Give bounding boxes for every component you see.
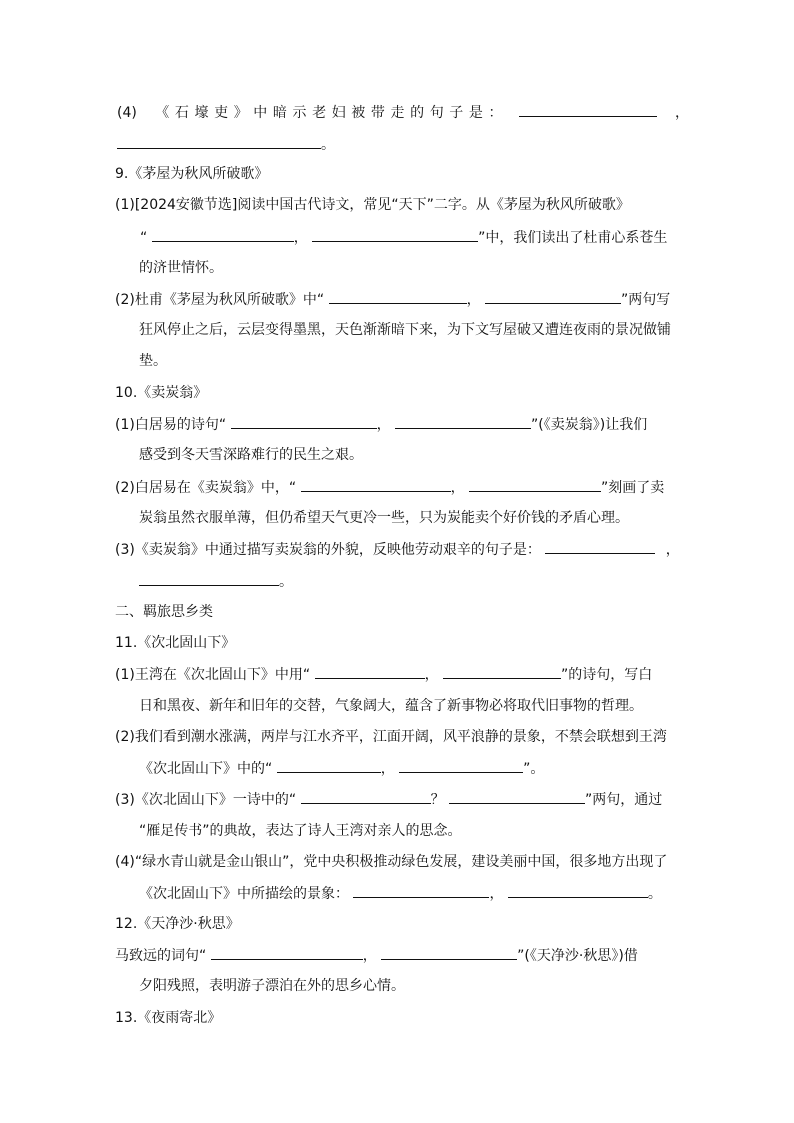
q11-3-text-before: 《次北固山下》一诗中的“ bbox=[134, 792, 297, 808]
answer-blank[interactable] bbox=[231, 414, 377, 429]
punctuation-comma: ， bbox=[466, 292, 481, 308]
punctuation-period: 。 bbox=[321, 137, 335, 153]
answer-blank[interactable] bbox=[449, 789, 585, 804]
q9-1-line2 bbox=[140, 227, 667, 248]
punctuation-comma: ， bbox=[293, 230, 308, 246]
q11-1-number: (1) bbox=[115, 667, 135, 683]
q8-4-line2 bbox=[117, 134, 335, 155]
q9-1-text: [2024安徽节选]阅读中国古代诗文，常见“天下”二字。从《茅屋为秋风所破歌》 bbox=[134, 197, 630, 213]
punctuation-period: 。 bbox=[279, 574, 293, 590]
q11-2-number: (2) bbox=[115, 729, 135, 745]
q10-2-number: (2) bbox=[115, 480, 135, 496]
q11-4-text-before: 《次北固山下》中所描绘的景象： bbox=[139, 886, 349, 902]
q11-2-text-after: ”。 bbox=[523, 761, 545, 777]
q10-1-text-after: ”(《卖炭翁》)让我们 bbox=[531, 417, 648, 433]
q11-4-line1 bbox=[115, 852, 667, 872]
q11-3-number: (3) bbox=[115, 792, 135, 808]
answer-blank[interactable] bbox=[443, 664, 561, 679]
q11-2-line1 bbox=[115, 727, 667, 747]
answer-blank[interactable] bbox=[545, 539, 655, 554]
q9-title: 9.《茅屋为秋风所破歌》 bbox=[115, 166, 269, 182]
answer-blank[interactable] bbox=[519, 102, 657, 117]
q8-4-number: (4) bbox=[117, 105, 137, 121]
punctuation-question: ？ bbox=[430, 792, 445, 808]
q9-1-text-after: ”中，我们读出了杜甫心系苍生 bbox=[478, 230, 668, 246]
q11-4-line2 bbox=[139, 883, 662, 904]
answer-blank[interactable] bbox=[395, 414, 531, 429]
answer-blank[interactable] bbox=[508, 883, 648, 898]
punctuation-comma: ， bbox=[424, 667, 439, 683]
answer-blank[interactable] bbox=[211, 945, 363, 960]
q9-1-line3: 的济世情怀。 bbox=[139, 260, 223, 276]
q10-3-number: (3) bbox=[115, 542, 135, 558]
q10-3-text: 《卖炭翁》中通过描写卖炭翁的外貌，反映他劳动艰辛的句子是： bbox=[134, 542, 541, 558]
q10-1-line2: 感受到冬天雪深路难行的民生之艰。 bbox=[139, 447, 363, 463]
answer-blank[interactable] bbox=[469, 477, 601, 492]
answer-blank[interactable] bbox=[301, 789, 431, 804]
q11-2-line2 bbox=[139, 758, 544, 779]
q11-3-line2: “雁足传书”的典故，表达了诗人王湾对亲人的思念。 bbox=[139, 823, 462, 839]
punctuation-comma: ， bbox=[450, 480, 465, 496]
quote-mark: “ bbox=[140, 230, 148, 246]
q9-2-text-after: ”两句写 bbox=[621, 292, 671, 308]
q11-1-line1 bbox=[115, 664, 652, 685]
answer-blank[interactable] bbox=[485, 289, 621, 304]
q10-2-line2: 炭翁虽然衣服单薄，但仍希望天气更冷一些，只为炭能卖个好价钱的矛盾心理。 bbox=[139, 510, 629, 526]
q11-2-text-before: 《次北固山下》中的“ bbox=[139, 761, 273, 777]
q13-title: 13.《夜雨寄北》 bbox=[115, 1010, 222, 1026]
punctuation-comma: ， bbox=[362, 948, 377, 964]
answer-blank[interactable] bbox=[152, 227, 294, 242]
answer-blank[interactable] bbox=[301, 477, 451, 492]
q10-3-line1 bbox=[115, 539, 680, 560]
q10-1-line1 bbox=[115, 414, 647, 435]
punctuation-comma: ， bbox=[376, 417, 391, 433]
answer-blank[interactable] bbox=[353, 883, 489, 898]
q10-2-text-after: ”刻画了卖 bbox=[601, 480, 665, 496]
q9-1-line1 bbox=[115, 195, 630, 215]
q12-text-after: ”(《天净沙·秋思》)借 bbox=[517, 948, 638, 964]
q12-title: 12.《天净沙·秋思》 bbox=[115, 916, 240, 932]
q9-2-line1 bbox=[115, 289, 670, 310]
punctuation-comma: ， bbox=[380, 761, 395, 777]
answer-blank[interactable] bbox=[315, 664, 425, 679]
q11-1-text-after: ”的诗句，写白 bbox=[561, 667, 653, 683]
answer-blank[interactable] bbox=[399, 758, 523, 773]
answer-blank[interactable] bbox=[117, 134, 321, 149]
q11-1-line2: 日和黑夜、新年和旧年的交替，气象阔大，蕴含了新事物必将取代旧事物的哲理。 bbox=[139, 698, 643, 714]
answer-blank[interactable] bbox=[277, 758, 381, 773]
punctuation-comma: ， bbox=[489, 886, 504, 902]
q12-line1 bbox=[115, 945, 638, 966]
q11-title: 11.《次北固山下》 bbox=[115, 635, 236, 651]
q8-4-line1 bbox=[117, 102, 689, 123]
q11-4-number: (4) bbox=[115, 854, 135, 870]
q10-title: 10.《卖炭翁》 bbox=[115, 385, 208, 401]
q10-2-line1 bbox=[115, 477, 664, 498]
q10-2-text-before: 白居易在《卖炭翁》中，“ bbox=[134, 480, 297, 496]
q9-1-number: (1) bbox=[115, 197, 135, 213]
q11-2-text: 我们看到潮水涨满，两岸与江水齐平，江面开阔，风平浪静的景象，不禁会联想到王湾 bbox=[134, 729, 667, 745]
q10-1-text-before: 白居易的诗句“ bbox=[134, 417, 227, 433]
q12-text-before: 马致远的词句“ bbox=[115, 948, 207, 964]
section-heading: 二、羁旅思乡类 bbox=[115, 604, 213, 620]
q11-3-line1 bbox=[115, 789, 662, 810]
q11-1-text-before: 王湾在《次北固山下》中用“ bbox=[134, 667, 311, 683]
punctuation-comma: ， bbox=[675, 105, 690, 121]
q11-3-text-after: ”两句，通过 bbox=[585, 792, 663, 808]
answer-blank[interactable] bbox=[139, 571, 279, 586]
q10-1-number: (1) bbox=[115, 417, 135, 433]
answer-blank[interactable] bbox=[381, 945, 517, 960]
q8-4-prompt: 《石壕吏》中暗示老妇被带走的句子是： bbox=[155, 105, 509, 121]
q9-2-line2: 狂风停止之后，云层变得墨黑，天色渐渐暗下来，为下文写屋破又遭连夜雨的景况做铺 bbox=[139, 322, 671, 338]
answer-blank[interactable] bbox=[329, 289, 467, 304]
q9-2-text-before: 杜甫《茅屋为秋风所破歌》中“ bbox=[134, 292, 325, 308]
q11-4-text: “绿水青山就是金山银山”，党中央积极推动绿色发展，建设美丽中国，很多地方出现了 bbox=[134, 854, 668, 870]
punctuation-period: 。 bbox=[647, 886, 662, 902]
q12-line2: 夕阳残照，表明游子漂泊在外的思乡心情。 bbox=[139, 978, 405, 994]
punctuation-comma: ， bbox=[665, 542, 680, 558]
q10-3-line2 bbox=[139, 571, 293, 592]
q9-2-line3: 垫。 bbox=[139, 353, 167, 369]
answer-blank[interactable] bbox=[312, 227, 478, 242]
q9-2-number: (2) bbox=[115, 292, 135, 308]
